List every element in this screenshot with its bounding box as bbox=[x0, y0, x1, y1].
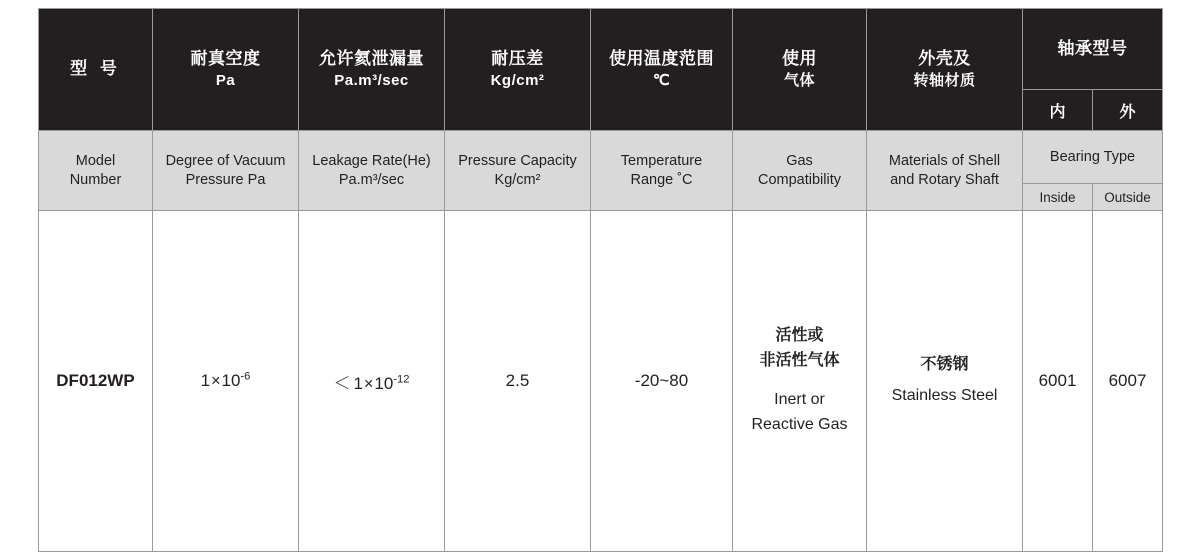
cell-bearing-outside bbox=[1093, 211, 1163, 552]
value-leakage-operator: ＜ bbox=[333, 373, 351, 393]
header-temperature-cn-title: 使用温度范围 bbox=[609, 48, 714, 68]
header-bearing-en-title: Bearing Type bbox=[1049, 148, 1136, 165]
header-material-cn-sub: 转轴材质 bbox=[913, 71, 976, 89]
header-leakage-cn-title: 允许氦泄漏量 bbox=[319, 48, 424, 68]
header-cell-gas-cn bbox=[733, 9, 867, 131]
value-vacuum-base: 1 bbox=[200, 371, 211, 390]
header-cell-bearing-inside-cn bbox=[1023, 90, 1093, 131]
value-vacuum-times: × bbox=[211, 372, 221, 390]
cell-gas-compatibility bbox=[733, 211, 867, 552]
value-vacuum-exponent: -6 bbox=[240, 370, 251, 383]
header-material-cn-title: 外壳及 bbox=[918, 48, 971, 68]
header-cell-temperature-cn bbox=[591, 9, 733, 131]
header-vacuum-en-line2: Pressure Pa bbox=[185, 171, 266, 188]
cell-material bbox=[867, 211, 1023, 552]
header-cell-bearing-group-cn bbox=[1023, 9, 1163, 90]
header-vacuum-en-line1: Degree of Vacuum bbox=[165, 152, 286, 169]
header-cell-model-cn bbox=[39, 9, 153, 131]
value-leakage-mantissa: 10 bbox=[374, 373, 394, 393]
header-gas-cn-title: 使用 bbox=[782, 48, 817, 68]
header-bearing-cn-title: 轴承型号 bbox=[1057, 38, 1128, 58]
header-gas-en-line1: Gas bbox=[786, 152, 813, 169]
header-cell-bearing-inside-en bbox=[1023, 184, 1093, 211]
header-cell-model-en bbox=[39, 131, 153, 211]
header-cell-pressure-cn bbox=[445, 9, 591, 131]
header-cell-bearing-outside-cn bbox=[1093, 90, 1163, 131]
value-leakage-times: × bbox=[363, 374, 374, 393]
value-vacuum-mantissa: 10 bbox=[221, 371, 241, 390]
header-cell-bearing-outside-en bbox=[1093, 184, 1163, 211]
header-vacuum-cn-title: 耐真空度 bbox=[190, 48, 261, 68]
value-gas-cn-line1: 活性或 bbox=[775, 327, 824, 345]
value-model-number: DF012WP bbox=[56, 371, 135, 390]
header-cell-material-cn bbox=[867, 9, 1023, 131]
header-cell-vacuum-en bbox=[153, 131, 299, 211]
header-temperature-en-line1: Temperature bbox=[620, 152, 703, 169]
header-cell-bearing-group-en bbox=[1023, 131, 1163, 184]
header-row-english bbox=[39, 131, 1163, 184]
header-model-cn-title: 型 号 bbox=[70, 59, 121, 79]
cell-model-number bbox=[39, 211, 153, 552]
specification-table bbox=[38, 8, 1163, 552]
value-temperature-range: -20~80 bbox=[634, 371, 689, 390]
value-gas-en-line2: Reactive Gas bbox=[751, 415, 848, 433]
cell-vacuum-degree bbox=[153, 211, 299, 552]
value-bearing-inside: 6001 bbox=[1038, 371, 1077, 390]
specification-sheet bbox=[38, 8, 1162, 552]
header-pressure-en-line2: Kg/cm² bbox=[494, 171, 541, 188]
value-material-cn: 不锈钢 bbox=[920, 356, 969, 374]
header-bearing-inside-en: Inside bbox=[1039, 189, 1076, 205]
table-row bbox=[39, 211, 1163, 552]
cell-pressure-capacity bbox=[445, 211, 591, 552]
cell-leakage-rate bbox=[299, 211, 445, 552]
value-material-en: Stainless Steel bbox=[891, 387, 998, 404]
cell-temperature-range bbox=[591, 211, 733, 552]
gas-spacer bbox=[733, 374, 866, 388]
header-cell-leakage-cn bbox=[299, 9, 445, 131]
header-material-en-line2: and Rotary Shaft bbox=[890, 171, 999, 188]
header-bearing-outside-cn: 外 bbox=[1119, 103, 1136, 121]
header-gas-en-line2: Compatibility bbox=[758, 171, 841, 188]
value-bearing-outside: 6007 bbox=[1108, 371, 1147, 390]
value-leakage-exponent: -12 bbox=[393, 372, 410, 385]
value-vacuum-degree bbox=[201, 371, 251, 390]
header-temperature-en-line2: Range ˚C bbox=[630, 171, 693, 188]
header-cell-leakage-en bbox=[299, 131, 445, 211]
header-cell-temperature-en bbox=[591, 131, 733, 211]
header-pressure-cn-sub: Kg/cm² bbox=[490, 71, 545, 89]
value-gas-en-line1: Inert or bbox=[774, 391, 825, 408]
header-bearing-inside-cn: 内 bbox=[1049, 103, 1066, 121]
header-pressure-cn-title: 耐压差 bbox=[491, 48, 544, 68]
header-leakage-en-line2: Pa.m³/sec bbox=[338, 171, 405, 188]
header-cell-vacuum-cn bbox=[153, 9, 299, 131]
header-temperature-cn-sub: ℃ bbox=[652, 71, 671, 89]
header-cell-pressure-en bbox=[445, 131, 591, 211]
value-leakage-rate bbox=[333, 374, 409, 393]
header-vacuum-cn-sub: Pa bbox=[215, 71, 236, 89]
header-leakage-en-line1: Leakage Rate(He) bbox=[312, 152, 431, 169]
header-model-en-line2: Number bbox=[69, 171, 122, 188]
header-material-en-line1: Materials of Shell bbox=[888, 152, 1001, 169]
cell-bearing-inside bbox=[1023, 211, 1093, 552]
header-cell-material-en bbox=[867, 131, 1023, 211]
value-pressure-capacity: 2.5 bbox=[505, 371, 530, 390]
header-model-en-line1: Model bbox=[75, 152, 116, 169]
header-gas-cn-sub: 气体 bbox=[783, 71, 815, 89]
value-leakage-base: 1 bbox=[353, 373, 363, 393]
header-row-chinese bbox=[39, 9, 1163, 90]
header-cell-gas-en bbox=[733, 131, 867, 211]
value-gas-cn-line2: 非活性气体 bbox=[759, 352, 840, 370]
header-bearing-outside-en: Outside bbox=[1104, 189, 1151, 205]
header-pressure-en-line1: Pressure Capacity bbox=[458, 152, 577, 169]
header-leakage-cn-sub: Pa.m³/sec bbox=[334, 71, 409, 89]
